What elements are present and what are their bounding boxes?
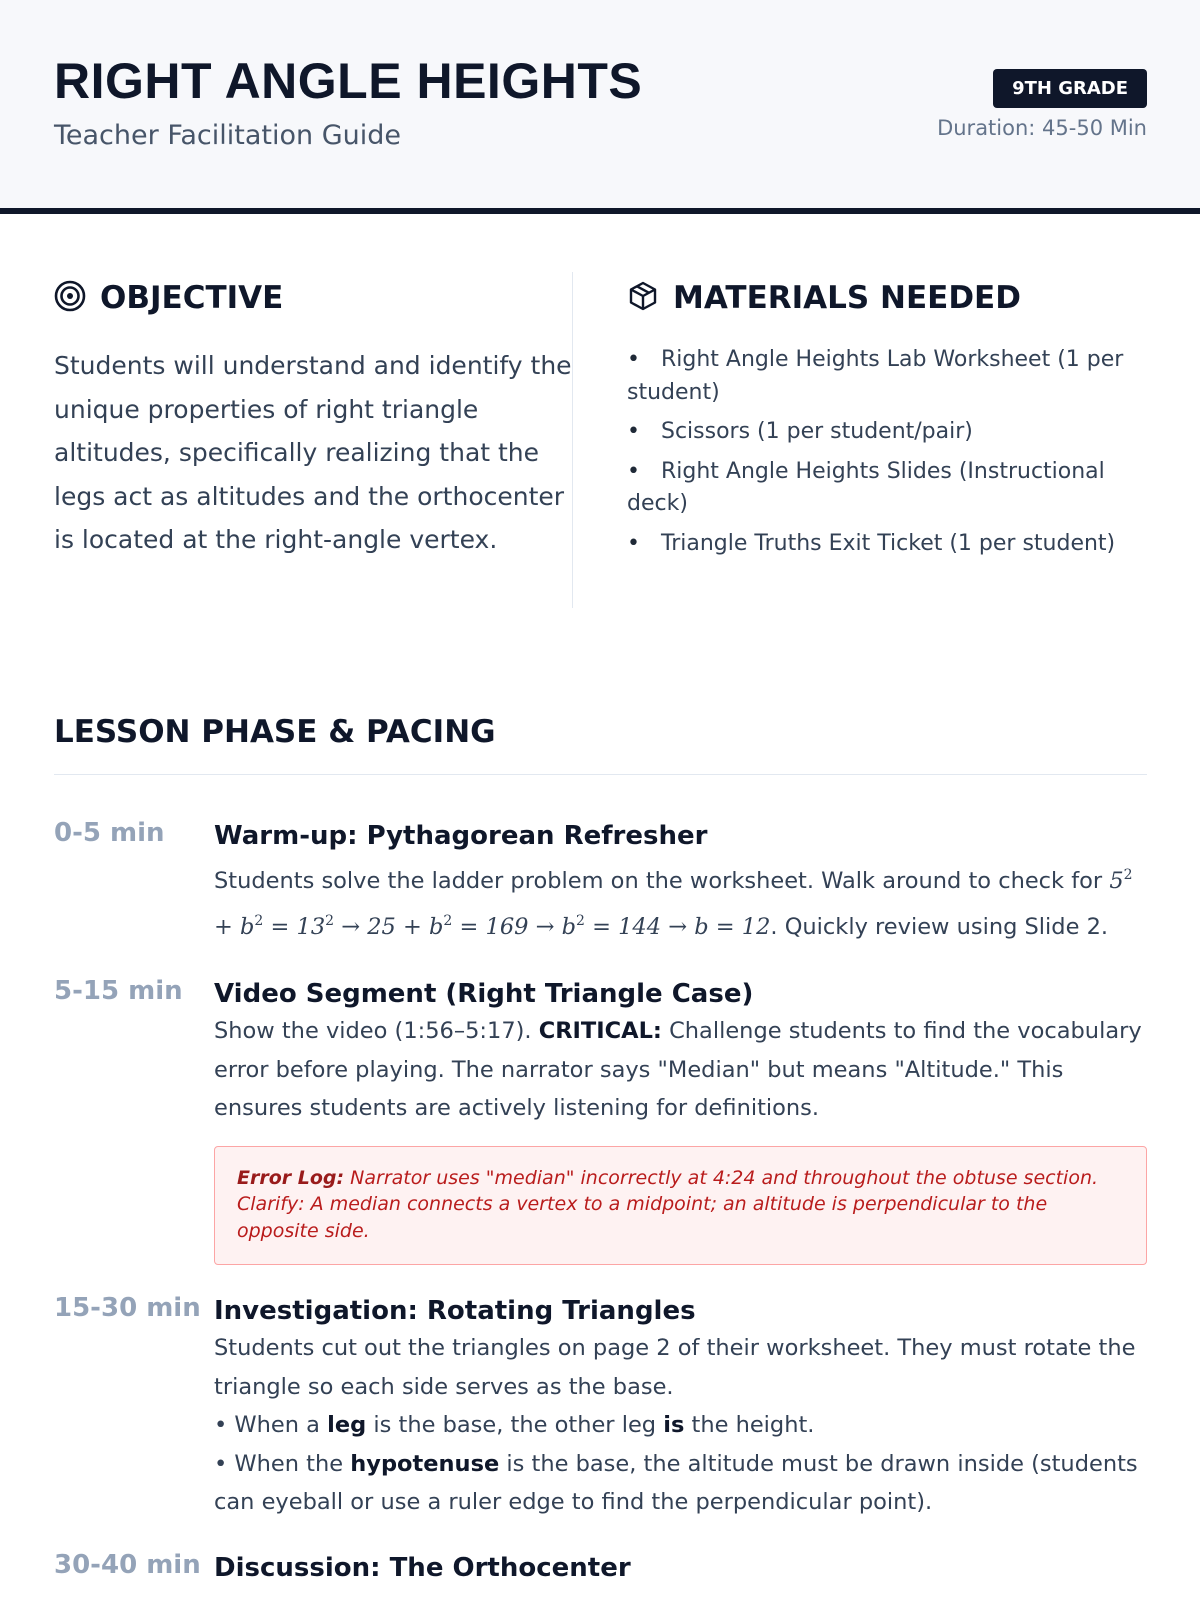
objective-panel: [54, 272, 574, 562]
list-item: • Right Angle Heights Slides (Instructional deck): [627, 458, 1105, 516]
phase-title: Discussion: The Orthocenter: [214, 1553, 631, 1583]
phase-time: 15-30 min: [54, 1293, 201, 1323]
list-item: • Triangle Truths Exit Ticket (1 per student): [627, 530, 1116, 556]
list-item: • Scissors (1 per student/pair): [627, 419, 973, 444]
box-icon: [627, 280, 659, 316]
overview-section: [54, 272, 1147, 608]
materials-heading: MATERIALS NEEDED: [673, 280, 1021, 316]
objective-heading: OBJECTIVE: [100, 280, 284, 316]
page-subtitle: Teacher Facilitation Guide: [54, 120, 401, 151]
phase-time: 5-15 min: [54, 976, 183, 1006]
alert-text: Narrator uses "median" incorrectly at 4:24 and throughout the obtuse section. Clarify: A median connects a vertex to a midpoint; an altitude is perpendicular to the opposite side.: [237, 1166, 1099, 1242]
objective-text: Students will understand and identify the unique properties of right triangle altitudes, specifically realizing that the legs act as altitudes and the orthocenter is located at the right-angle vertex.: [54, 351, 572, 554]
phase-description: Show the video (1:56–5:17). CRITICAL: Challenge students to find the vocabulary error before playing. The narrator says "Median" but means "Altitude." This ensures students are actively listening for definitions.: [214, 1018, 1142, 1121]
phase-description: Students cut out the triangles on page 2 of their worksheet. They must rotate the triangle so each side serves as the base.: [214, 1335, 1136, 1400]
duration-label: Duration: 45-50 Min: [937, 116, 1147, 140]
critical-label: CRITICAL:: [538, 1018, 662, 1044]
phase-title: Video Segment (Right Triangle Case): [214, 979, 754, 1009]
grade-badge: 9TH GRADE: [993, 69, 1147, 108]
phase-time: 30-40 min: [54, 1550, 201, 1580]
phase-time: 0-5 min: [54, 818, 165, 848]
column-divider: [572, 272, 573, 608]
list-item: • Right Angle Heights Lab Worksheet (1 per student): [627, 347, 1124, 405]
phase-description: Students solve the ladder problem on the worksheet. Walk around to check for $5^2 + b^2 = 13^2 \to 25 + b^2 = 169 \to b^2 = 144 \to b = 12$. Quickly review using Slide 2.: [214, 867, 1133, 940]
materials-panel: [627, 272, 1147, 567]
phase-bullet: • When the hypotenuse is the base, the altitude must be drawn inside (students can eyeball or use a ruler edge to find the perpendicular point).: [214, 1450, 1138, 1515]
materials-list: [627, 344, 1147, 560]
error-log-alert: [214, 1146, 1147, 1266]
target-icon: [54, 280, 86, 316]
section-divider: [54, 774, 1147, 775]
equation: $5^2 + b^2 = 13^2 \to 25 + b^2 = 169 \to b^2 = 144 \to b = 12$: [214, 867, 1133, 940]
phase-bullet: • When a leg is the base, the other leg is the height.: [214, 1412, 815, 1438]
phase-title: Warm-up: Pythagorean Refresher: [214, 821, 708, 851]
phase-title: Investigation: Rotating Triangles: [214, 1296, 696, 1326]
page-title: RIGHT ANGLE HEIGHTS: [54, 53, 643, 109]
alert-label: Error Log:: [237, 1166, 345, 1189]
guide-header: [0, 0, 1200, 214]
lesson-heading: LESSON PHASE & PACING: [54, 714, 496, 750]
